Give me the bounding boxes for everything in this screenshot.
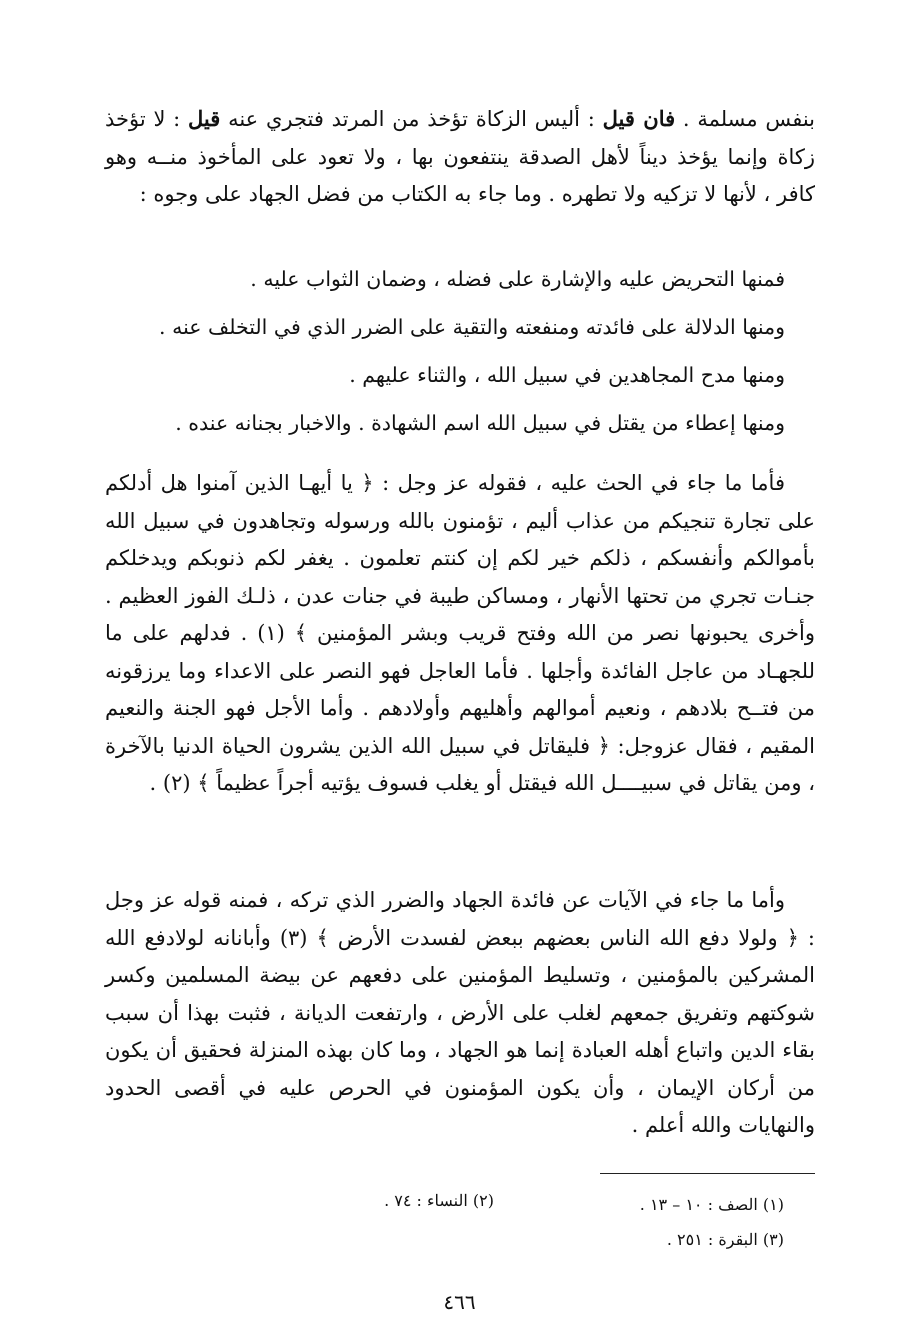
incitement-paragraph <box>105 465 815 803</box>
list-item: فمنها التحريض عليه والإشارة على فضله ، وضمان الثواب عليه . <box>250 267 785 291</box>
page-number: ٤٦٦ <box>443 1290 476 1314</box>
text-run: بنفس مسلمة . <box>675 107 815 131</box>
text-run: : لا تؤخذ زكاة وإنما يؤخذ ديناً لأهل الصدقة ينتفعون بها ، ولا تعود على المأخوذ منــه وهو كافر ، لأنها لا تزكيه ولا تطهره . وما جاء به الكتاب من فضل الجهاد على وجوه : <box>105 107 816 206</box>
question-keyword: فان قيل <box>602 106 676 131</box>
list-item: ومنها مدح المجاهدين في سبيل الله ، والثناء عليهم . <box>349 363 785 387</box>
text-run: : أليس الزكاة تؤخذ من المرتد فتجري عنه <box>220 107 603 131</box>
aspects-list <box>105 255 785 447</box>
list-item: ومنها الدلالة على فائدته ومنفعته والتقية على الضرر الذي في التخلف عنه . <box>159 315 785 339</box>
paragraph-text <box>105 100 815 214</box>
answer-keyword: قيل <box>188 106 221 131</box>
footnote-separator <box>600 1173 815 1174</box>
list-item: ومنها إعطاء من يقتل في سبيل الله اسم الشهادة . والاخبار بجنانه عنده . <box>175 411 785 435</box>
paragraph-text: فأما ما جاء في الحث عليه ، فقوله عز وجل : ﴿ يا أيهـا الذين آمنوا هل أدلكم على تجارة تنجيكم من عذاب أليم ، تؤمنون بالله ورسوله وتجاهدون في سبيل الله بأموالكم وأنفسكم ، ذلكم خير لكم إن كنتم تعلمون . يغفر لكم ذنوبكم ويدخلكم جنـات تجري من تحتها الأنهار ، ومساكن طيبة في جنات عدن ، ذلـك الفوز العظيم . وأخرى يحبونها نصر من الله وفتح قريب وبشر المؤمنين ﴾ (١) . فدلهم على ما للجهـاد من عاجل الفائدة وأجلها . فأما العاجل فهو النصر على الاعداء وما يرزقونه من فتــح بلادهم ، ونعيم أموالهم وأهليهم وأولادهم . وأما الأجل فهو الجنة والنعيم المقيم ، فقال عزوجل: ﴿ فليقاتل في سبيل الله الذين يشرون الحياة الدنيا بالآخرة ، ومن يقاتل في سبيــــل الله فيقتل أو يغلب فسوف يؤتيه أجراً عظيماً ﴾ (٢) . <box>105 471 815 795</box>
footnote-2: (٢) النساء : ٧٤ . <box>384 1191 494 1210</box>
paragraph-text: وأما ما جاء في الآيات عن فائدة الجهاد والضرر الذي تركه ، فمنه قوله عز وجل : ﴿ ولولا دفع الله الناس بعضهم ببعض لفسدت الأرض ﴾ (٣) وأبانانه لولادفع الله المشركين بالمؤمنين ، وتسليط المؤمنين على دفعهم عن بيضة المسلمين وكسر شوكتهم وتفريق جمعهم لغلب على الأرض ، وارتفعت الديانة ، فثبت بهذا أن سبب بقاء الدين واتباع أهله العبادة إنما هو الجهاد ، وما كان بهذه المنزلة فحقيق أن يكون من أركان الإيمان ، وأن يكون المؤمنون في الحرص عليه في أقصى الحدود والنهايات والله أعلم . <box>105 888 815 1137</box>
opening-paragraph <box>105 100 815 214</box>
footnote-1: (١) الصف : ١٠ – ١٣ . <box>639 1195 784 1214</box>
benefit-paragraph <box>105 882 815 1145</box>
footnote-3: (٣) البقرة : ٢٥١ . <box>666 1230 784 1249</box>
